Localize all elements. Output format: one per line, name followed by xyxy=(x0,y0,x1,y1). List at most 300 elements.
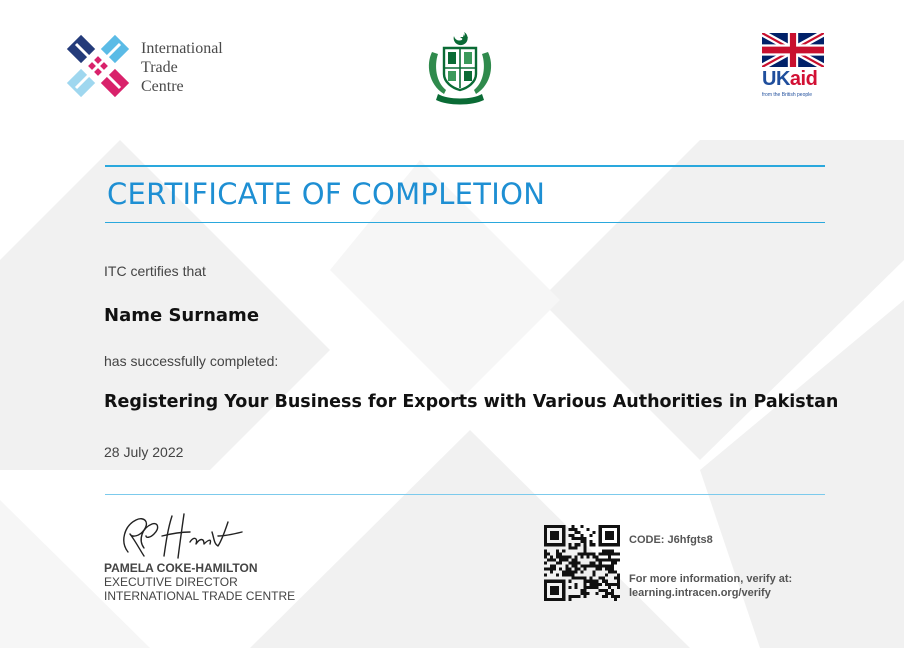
qr-module xyxy=(571,595,574,598)
qr-module xyxy=(596,565,599,568)
qr-module xyxy=(614,583,617,586)
qr-module xyxy=(571,537,574,540)
qr-module xyxy=(580,540,583,543)
qr-module xyxy=(547,552,550,555)
qr-module xyxy=(590,540,593,543)
qr-module xyxy=(556,561,559,564)
course-title: Registering Your Business for Exports with Various Authorities in Pakistan xyxy=(104,392,839,412)
qr-module xyxy=(568,543,571,546)
qr-module xyxy=(599,561,602,564)
qr-module xyxy=(611,561,614,564)
qr-module xyxy=(565,574,568,577)
qr-module xyxy=(608,549,611,552)
qr-module xyxy=(617,525,620,528)
handwritten-signature xyxy=(114,508,246,560)
itc-wordmark-line-1: International xyxy=(141,40,223,57)
qr-module xyxy=(562,543,565,546)
qr-module xyxy=(550,531,553,534)
qr-module xyxy=(556,598,559,601)
qr-module xyxy=(544,552,547,555)
qr-module xyxy=(605,583,608,586)
qr-module xyxy=(587,552,590,555)
verification-info-line: For more information, verify at: xyxy=(629,573,793,585)
qr-module xyxy=(599,537,602,540)
qr-module xyxy=(571,574,574,577)
qr-module xyxy=(584,586,587,589)
qr-module xyxy=(584,549,587,552)
qr-module xyxy=(544,531,547,534)
qr-module xyxy=(602,552,605,555)
qr-module xyxy=(571,525,574,528)
government-of-pakistan-emblem-icon xyxy=(424,30,496,106)
qr-module xyxy=(547,598,550,601)
qr-module xyxy=(550,525,553,528)
title-top-rule xyxy=(105,165,825,167)
qr-module xyxy=(577,543,580,546)
title-bottom-rule xyxy=(105,222,825,223)
qr-module xyxy=(584,565,587,568)
qr-module xyxy=(556,589,559,592)
qr-module xyxy=(611,531,614,534)
qr-module xyxy=(544,598,547,601)
qr-module xyxy=(574,586,577,589)
qr-module xyxy=(553,531,556,534)
qr-module xyxy=(556,555,559,558)
qr-module xyxy=(565,568,568,571)
qr-module xyxy=(608,534,611,537)
qr-module xyxy=(547,568,550,571)
ukaid-logo xyxy=(762,33,826,103)
qr-module xyxy=(587,592,590,595)
qr-module xyxy=(553,580,556,583)
qr-module xyxy=(596,583,599,586)
qr-module xyxy=(605,580,608,583)
qr-module xyxy=(602,577,605,580)
qr-module xyxy=(550,589,553,592)
qr-module xyxy=(584,540,587,543)
qr-module xyxy=(574,561,577,564)
ukaid-wordmark xyxy=(762,68,817,90)
qr-module xyxy=(596,555,599,558)
ukaid-aid-text: aid xyxy=(789,68,818,90)
qr-module xyxy=(617,580,620,583)
qr-module xyxy=(550,586,553,589)
qr-module xyxy=(577,577,580,580)
qr-module xyxy=(599,568,602,571)
qr-module xyxy=(584,568,587,571)
itc-wordmark xyxy=(141,39,223,96)
qr-module xyxy=(544,561,547,564)
qr-module xyxy=(584,595,587,598)
qr-module xyxy=(584,580,587,583)
qr-module xyxy=(605,531,608,534)
qr-module xyxy=(614,543,617,546)
qr-module xyxy=(593,574,596,577)
qr-module xyxy=(590,552,593,555)
footer-rule xyxy=(105,494,825,495)
qr-module xyxy=(611,589,614,592)
qr-module xyxy=(580,571,583,574)
qr-module xyxy=(571,565,574,568)
qr-module xyxy=(571,546,574,549)
qr-module xyxy=(580,537,583,540)
qr-module xyxy=(617,586,620,589)
qr-module xyxy=(593,531,596,534)
qr-module xyxy=(544,583,547,586)
qr-module xyxy=(617,534,620,537)
qr-module xyxy=(562,525,565,528)
qr-module xyxy=(559,580,562,583)
qr-module xyxy=(574,558,577,561)
qr-module xyxy=(611,537,614,540)
completion-date: 28 July 2022 xyxy=(104,444,184,460)
qr-module xyxy=(617,552,620,555)
qr-module xyxy=(580,552,583,555)
qr-module xyxy=(614,558,617,561)
qr-module xyxy=(599,583,602,586)
qr-module xyxy=(562,598,565,601)
qr-module xyxy=(568,561,571,564)
qr-module xyxy=(617,537,620,540)
qr-module xyxy=(614,595,617,598)
qr-module xyxy=(605,595,608,598)
qr-module xyxy=(568,528,571,531)
qr-module xyxy=(562,574,565,577)
qr-module xyxy=(544,589,547,592)
qr-module xyxy=(577,561,580,564)
qr-module xyxy=(605,589,608,592)
qr-module xyxy=(590,543,593,546)
itc-mark-icon xyxy=(62,30,134,102)
qr-module xyxy=(568,580,571,583)
itc-logo xyxy=(62,30,252,106)
qr-module xyxy=(611,552,614,555)
qr-module xyxy=(611,549,614,552)
qr-module xyxy=(574,595,577,598)
qr-module xyxy=(584,583,587,586)
signatory-role: EXECUTIVE DIRECTOR xyxy=(104,575,238,589)
qr-module xyxy=(574,555,577,558)
qr-module xyxy=(584,589,587,592)
qr-module xyxy=(553,586,556,589)
qr-module xyxy=(556,534,559,537)
qr-module xyxy=(550,558,553,561)
qr-module xyxy=(574,528,577,531)
qr-module xyxy=(602,580,605,583)
qr-module xyxy=(590,565,593,568)
qr-module xyxy=(617,583,620,586)
qr-module xyxy=(617,540,620,543)
qr-module xyxy=(553,537,556,540)
qr-module xyxy=(562,549,565,552)
qr-module xyxy=(593,586,596,589)
qr-module xyxy=(580,589,583,592)
qr-module xyxy=(587,565,590,568)
qr-module xyxy=(553,589,556,592)
qr-module xyxy=(608,592,611,595)
qr-code-icon[interactable] xyxy=(544,525,620,601)
qr-module xyxy=(550,555,553,558)
qr-module xyxy=(599,589,602,592)
qr-module xyxy=(608,531,611,534)
qr-module xyxy=(617,531,620,534)
qr-module xyxy=(611,565,614,568)
qr-module xyxy=(611,525,614,528)
qr-module xyxy=(559,558,562,561)
qr-module xyxy=(574,543,577,546)
qr-module xyxy=(602,525,605,528)
qr-module xyxy=(544,555,547,558)
qr-module xyxy=(593,565,596,568)
qr-module xyxy=(617,543,620,546)
qr-module xyxy=(574,537,577,540)
qr-module xyxy=(568,595,571,598)
qr-module xyxy=(593,571,596,574)
qr-module xyxy=(550,534,553,537)
qr-module xyxy=(556,543,559,546)
qr-module xyxy=(608,537,611,540)
qr-module xyxy=(553,525,556,528)
qr-module xyxy=(611,592,614,595)
qr-module xyxy=(587,586,590,589)
qr-module xyxy=(599,577,602,580)
qr-module xyxy=(574,583,577,586)
qr-module xyxy=(599,552,602,555)
signatory-block xyxy=(104,561,295,603)
qr-module xyxy=(608,568,611,571)
qr-module xyxy=(562,583,565,586)
qr-module xyxy=(544,580,547,583)
certificate-title: CERTIFICATE OF COMPLETION xyxy=(107,177,546,211)
qr-module xyxy=(553,558,556,561)
qr-module xyxy=(553,534,556,537)
ukaid-uk-text: UK xyxy=(762,68,790,90)
signatory-name: PAMELA COKE-HAMILTON xyxy=(104,561,258,575)
itc-wordmark-line-3: Centre xyxy=(141,78,184,95)
qr-module xyxy=(580,534,583,537)
qr-module xyxy=(584,552,587,555)
qr-module xyxy=(590,583,593,586)
qr-module xyxy=(562,595,565,598)
qr-module xyxy=(587,555,590,558)
qr-module xyxy=(590,534,593,537)
qr-module xyxy=(599,543,602,546)
qr-module xyxy=(553,565,556,568)
qr-module xyxy=(577,595,580,598)
qr-module xyxy=(562,540,565,543)
qr-module xyxy=(550,571,553,574)
qr-module xyxy=(605,565,608,568)
qr-module xyxy=(593,561,596,564)
qr-module xyxy=(611,534,614,537)
qr-module xyxy=(556,537,559,540)
qr-module xyxy=(571,528,574,531)
qr-module xyxy=(602,543,605,546)
qr-module xyxy=(605,525,608,528)
qr-module xyxy=(562,592,565,595)
qr-module xyxy=(614,552,617,555)
qr-module xyxy=(556,580,559,583)
qr-module xyxy=(593,543,596,546)
ukaid-tagline: from the British people xyxy=(762,92,813,98)
qr-module xyxy=(559,552,562,555)
qr-module xyxy=(577,552,580,555)
qr-module xyxy=(577,537,580,540)
qr-module xyxy=(596,580,599,583)
qr-module xyxy=(544,534,547,537)
qr-module xyxy=(547,525,550,528)
qr-module xyxy=(547,558,550,561)
qr-module xyxy=(562,534,565,537)
qr-module xyxy=(605,537,608,540)
qr-module xyxy=(556,592,559,595)
qr-module xyxy=(553,543,556,546)
qr-module xyxy=(596,568,599,571)
qr-module xyxy=(559,555,562,558)
qr-module xyxy=(565,571,568,574)
qr-module xyxy=(568,586,571,589)
qr-module xyxy=(550,537,553,540)
qr-module xyxy=(608,565,611,568)
qr-module xyxy=(617,595,620,598)
qr-module xyxy=(565,565,568,568)
qr-module xyxy=(611,571,614,574)
qr-module xyxy=(608,543,611,546)
qr-module xyxy=(547,543,550,546)
qr-module xyxy=(562,528,565,531)
qr-module xyxy=(599,540,602,543)
qr-module xyxy=(599,528,602,531)
qr-module xyxy=(571,561,574,564)
qr-module xyxy=(605,552,608,555)
qr-module xyxy=(574,577,577,580)
qr-module xyxy=(590,580,593,583)
qr-module xyxy=(580,592,583,595)
qr-module xyxy=(611,558,614,561)
qr-module xyxy=(596,592,599,595)
qr-module xyxy=(550,543,553,546)
qr-module xyxy=(544,586,547,589)
qr-module xyxy=(614,598,617,601)
completed-text: has successfully completed: xyxy=(104,353,279,369)
qr-module xyxy=(590,577,593,580)
qr-module xyxy=(544,568,547,571)
qr-module xyxy=(605,543,608,546)
qr-module xyxy=(556,525,559,528)
qr-module xyxy=(568,546,571,549)
qr-module xyxy=(593,583,596,586)
verification-url[interactable]: learning.intracen.org/verify xyxy=(629,587,771,599)
qr-module xyxy=(584,543,587,546)
qr-module xyxy=(574,531,577,534)
qr-module xyxy=(599,531,602,534)
qr-module xyxy=(571,571,574,574)
qr-module xyxy=(584,537,587,540)
qr-module xyxy=(562,589,565,592)
qr-module xyxy=(544,537,547,540)
qr-module xyxy=(608,552,611,555)
qr-module xyxy=(568,571,571,574)
qr-module xyxy=(562,580,565,583)
qr-module xyxy=(614,571,617,574)
qr-module xyxy=(556,549,559,552)
qr-module xyxy=(556,574,559,577)
qr-module xyxy=(556,552,559,555)
qr-module xyxy=(550,565,553,568)
qr-module xyxy=(577,531,580,534)
qr-module xyxy=(553,568,556,571)
qr-module xyxy=(614,561,617,564)
qr-module xyxy=(599,558,602,561)
signatory-organization: INTERNATIONAL TRADE CENTRE xyxy=(104,589,296,603)
qr-module xyxy=(568,574,571,577)
qr-module xyxy=(580,565,583,568)
qr-module xyxy=(611,583,614,586)
qr-module xyxy=(553,592,556,595)
qr-module xyxy=(596,558,599,561)
qr-module xyxy=(550,568,553,571)
qr-module xyxy=(559,598,562,601)
qr-module xyxy=(562,531,565,534)
qr-module xyxy=(602,558,605,561)
qr-module xyxy=(608,525,611,528)
qr-module xyxy=(580,577,583,580)
qr-module xyxy=(608,586,611,589)
qr-module xyxy=(605,574,608,577)
qr-module xyxy=(599,565,602,568)
qr-module xyxy=(553,598,556,601)
qr-module xyxy=(584,546,587,549)
verification-code: CODE: J6hfgts8 xyxy=(629,534,713,546)
qr-module xyxy=(562,571,565,574)
qr-module xyxy=(599,525,602,528)
qr-module xyxy=(602,549,605,552)
qr-module xyxy=(562,555,565,558)
qr-module xyxy=(544,595,547,598)
qr-module xyxy=(608,558,611,561)
qr-module xyxy=(544,525,547,528)
qr-module xyxy=(556,586,559,589)
qr-module xyxy=(568,534,571,537)
qr-module xyxy=(605,549,608,552)
qr-module xyxy=(587,580,590,583)
qr-module xyxy=(593,580,596,583)
qr-module xyxy=(590,561,593,564)
qr-module xyxy=(580,525,583,528)
qr-module xyxy=(587,528,590,531)
qr-module xyxy=(574,571,577,574)
qr-module xyxy=(544,540,547,543)
qr-module xyxy=(617,577,620,580)
qr-module xyxy=(602,565,605,568)
qr-module xyxy=(562,586,565,589)
qr-module xyxy=(617,558,620,561)
qr-module xyxy=(544,592,547,595)
qr-module xyxy=(559,525,562,528)
qr-module xyxy=(559,543,562,546)
qr-module xyxy=(580,555,583,558)
qr-module xyxy=(608,583,611,586)
qr-module xyxy=(559,568,562,571)
qr-module xyxy=(550,598,553,601)
qr-module xyxy=(617,528,620,531)
qr-module xyxy=(568,598,571,601)
qr-module xyxy=(571,534,574,537)
qr-module xyxy=(608,555,611,558)
qr-module xyxy=(571,577,574,580)
qr-module xyxy=(556,531,559,534)
qr-module xyxy=(605,534,608,537)
